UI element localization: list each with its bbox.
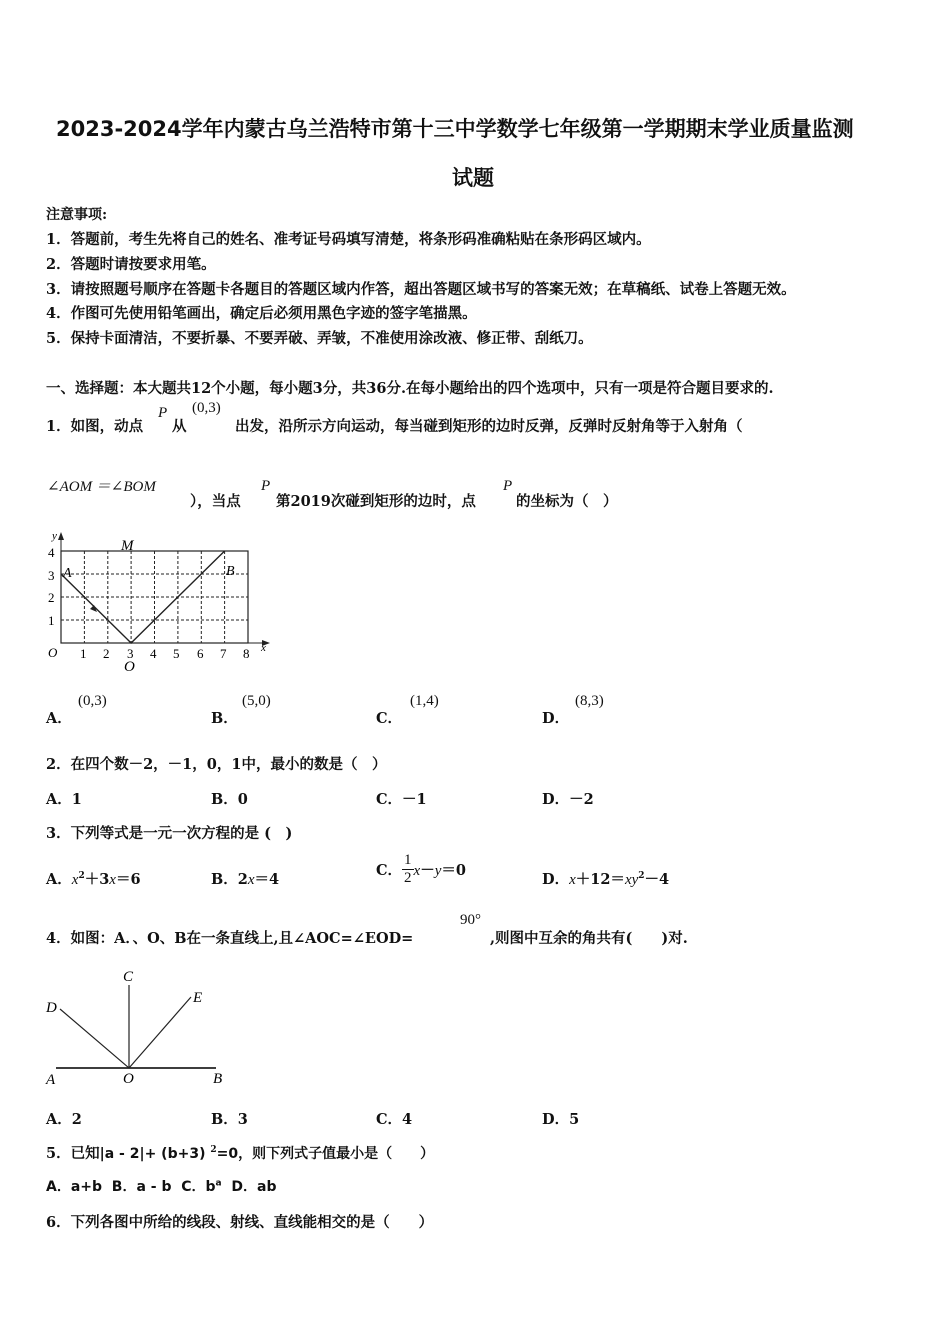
q4-option-d[interactable]: D．5: [542, 1111, 580, 1128]
q3-stem: 3．下列等式是一元一次方程的是 ( ): [46, 825, 293, 842]
section-heading: 一、选择题：本大题共12个小题，每小题3分，共36分.在每小题给出的四个选项中，只有一项是符合题目要求的.: [46, 380, 774, 397]
option-text: C．b: [181, 1179, 216, 1195]
q1-var-p: P: [503, 478, 513, 494]
q1-x-tick-2: 2: [103, 646, 110, 661]
option-letter: D．: [542, 710, 570, 727]
q1-y-tick-2: 2: [48, 590, 55, 605]
q1-option-a-value: (0,3): [78, 693, 107, 709]
fraction-numerator: 1: [404, 852, 412, 868]
q1-y-tick-4: 4: [48, 545, 55, 560]
q5-option-b[interactable]: B．a - b: [111, 1179, 172, 1195]
q4-option-b[interactable]: B．3: [211, 1111, 248, 1128]
option-letter: B．: [211, 871, 238, 888]
notice-item: 4．作图可先使用铅笔画出，确定后必须用黑色字迹的签字笔描黑。: [46, 305, 477, 322]
q1-text-end: 的坐标为（ ）: [516, 493, 618, 510]
q3-option-d[interactable]: [542, 868, 669, 889]
q1-text-hit: 第2019次碰到矩形的边时，点: [276, 493, 476, 510]
q1-text-when: ），当点: [190, 493, 241, 510]
exponent: a: [215, 1178, 222, 1189]
notice-item: 5．保持卡面清洁，不要折暴、不要弄破、弄皱，不准使用涂改液、修正带、刮纸刀。: [46, 330, 593, 347]
q2-stem: 2．在四个数－2，－1，0，1中，最小的数是（ ）: [46, 756, 387, 773]
text: ＝4: [254, 871, 280, 888]
q2-option-c[interactable]: C．－1: [376, 791, 427, 808]
q1-text-mid: 出发，沿所示方向运动，每当碰到矩形的边时反弹，反弹时反射角等于入射角（: [235, 418, 743, 435]
q2-option-b[interactable]: B．0: [211, 791, 248, 808]
q4-stem-start: 4．如图：A．、O、B在一条直线上,且∠AOC=∠EOD=: [46, 930, 414, 947]
var-x: x: [109, 872, 116, 888]
q1-x-tick-3: 3: [127, 646, 134, 661]
var-xy: xy: [624, 872, 639, 888]
option-letter: C．: [376, 710, 403, 727]
q1-angle-equation: ∠AOM ＝∠BOM: [47, 479, 156, 495]
notice-item: 3．请按照题号顺序在答题卡各题目的答题区域内作答，超出答题区域书写的答案无效；在草稿纸、试卷上答题无效。: [46, 281, 796, 298]
q5-stem-end: =0，则下列式子值最小是（ ）: [216, 1146, 435, 1162]
page-title-line2: 试题: [452, 166, 494, 190]
q3-option-c[interactable]: [376, 852, 466, 887]
q5-option-a[interactable]: A．a+b: [46, 1179, 103, 1195]
q4-stem-end: ,则图中互余的角共有( )对.: [490, 930, 688, 947]
var-x: x: [247, 872, 255, 888]
q1-axis-x-label: x: [261, 642, 266, 654]
q4-figure: [40, 962, 240, 1092]
q1-option-b-value: (5,0): [242, 693, 271, 709]
q5-stem: [46, 1142, 434, 1163]
q1-option-d[interactable]: [542, 707, 569, 728]
q5-option-c[interactable]: [181, 1179, 221, 1195]
notice-item: 2．答题时请按要求用笔。: [46, 256, 216, 273]
exponent: 2: [210, 1145, 217, 1156]
q1-point-a: A: [63, 566, 72, 581]
q4-label-o: O: [123, 1071, 134, 1087]
q1-point-b: B: [226, 564, 235, 579]
option-letter: A．: [46, 710, 72, 727]
option-letter: D．: [542, 871, 570, 888]
q3-option-b[interactable]: [211, 868, 279, 889]
q4-label-d: D: [46, 1000, 57, 1016]
q1-x-tick-6: 6: [197, 646, 204, 661]
q4-label-e: E: [193, 990, 203, 1006]
q1-var-p: P: [261, 478, 271, 494]
page-title-line1: 2023-2024学年内蒙古乌兰浩特市第十三中学数学七年级第一学期期末学业质量监测: [56, 117, 854, 141]
text: ＝6: [115, 871, 141, 888]
q1-x-tick-8: 8: [243, 646, 250, 661]
q2-option-a[interactable]: A．1: [46, 791, 82, 808]
q1-axis-y-label: y: [52, 530, 57, 542]
q4-label-a: A: [46, 1072, 56, 1088]
var-y: y: [434, 863, 442, 879]
text: 2: [237, 871, 248, 888]
q1-x-tick-1: 1: [80, 646, 87, 661]
text: －: [420, 862, 435, 879]
q1-y-tick-3: 3: [48, 568, 55, 583]
exponent: 2: [638, 871, 645, 882]
q4-option-a[interactable]: A．2: [46, 1111, 82, 1128]
q1-text-start: 1．如图，动点: [46, 418, 144, 435]
q1-option-a[interactable]: [46, 707, 72, 728]
q6-stem: 6．下列各图中所给的线段、射线、直线能相交的是（ ）: [46, 1214, 434, 1231]
q4-label-c: C: [123, 969, 134, 985]
q2-option-d[interactable]: D．－2: [542, 791, 594, 808]
text: ＋12＝: [575, 871, 625, 888]
fraction-one-half: [402, 852, 414, 887]
q1-start-coord: (0,3): [192, 400, 221, 416]
q5-expression: |a - 2|+ (b+3): [99, 1146, 211, 1162]
text: －4: [644, 871, 670, 888]
q1-option-d-value: (8,3): [575, 693, 604, 709]
option-letter: C．: [376, 862, 403, 879]
q1-option-b[interactable]: [211, 707, 238, 728]
option-letter: A．: [46, 871, 72, 888]
q1-option-c-value: (1,4): [410, 693, 439, 709]
q1-x-tick-5: 5: [173, 646, 180, 661]
q1-var-p: P: [158, 405, 168, 421]
q1-option-c[interactable]: [376, 707, 402, 728]
q4-option-c[interactable]: C．4: [376, 1111, 413, 1128]
q5-options: [46, 1176, 276, 1196]
q4-label-b: B: [213, 1071, 223, 1087]
q1-point-o: O: [124, 659, 135, 675]
q4-degree: 90°: [460, 912, 481, 928]
text: ＝0: [441, 862, 466, 879]
q1-point-m: M: [121, 538, 134, 554]
q5-stem-start: 5．已知: [46, 1145, 100, 1162]
q1-origin-label: O: [48, 645, 58, 660]
q1-x-tick-7: 7: [220, 646, 227, 661]
var-x: x: [569, 872, 576, 888]
q1-x-tick-4: 4: [150, 646, 157, 661]
text: ＋3: [84, 871, 110, 888]
option-letter: B．: [211, 710, 238, 727]
q1-from: 从: [172, 418, 187, 435]
var-x: x: [71, 872, 79, 888]
fraction-denominator: 2: [404, 870, 412, 886]
notice-item: 1．答题前，考生先将自己的姓名、准考证号码填写清楚，将条形码准确粘贴在条形码区域内。: [46, 231, 651, 248]
notice-heading: 注意事项:: [46, 207, 108, 223]
q3-option-a[interactable]: [46, 868, 141, 889]
q5-option-d[interactable]: D．ab: [231, 1179, 277, 1195]
exponent: 2: [78, 871, 85, 882]
var-x: x: [413, 863, 421, 879]
q1-figure: [40, 530, 275, 680]
q1-y-tick-1: 1: [48, 613, 55, 628]
